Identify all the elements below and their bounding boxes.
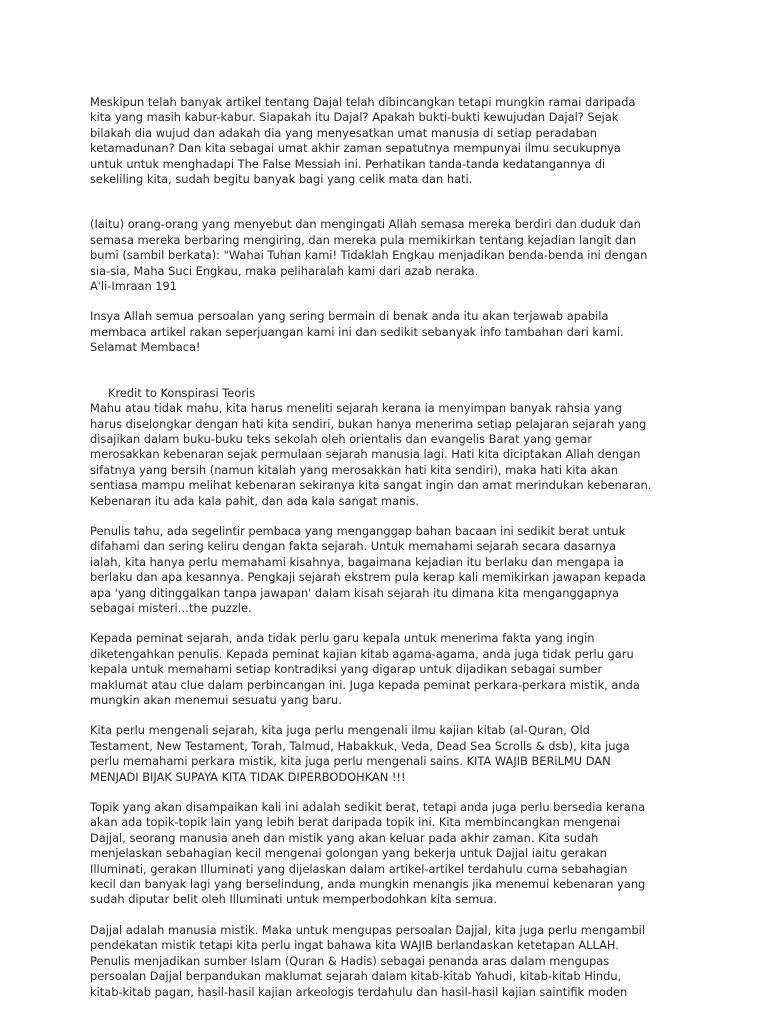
history-paragraph: Mahu atau tidak mahu, kita harus meneliti sejarah kerana ia menyimpan banyak rahsia yang harus diselongkar dengan hati kita sendiri, bukan hanya menerima setiap pelajaran sejarah yang disajikan dalam buku-buku teks sekolah oleh orientalis dan evangelis Barat yang gemar merosakkan kebenaran sejak permulaan sejarah manusia lagi. Hati kita diciptakan Allah dengan sifatnya yang bersih (namun kitalah yang merosakkan hati kita sendiri), maka hati kita akan sentiasa mampu melihat kebenaran sekiranya kita sangat ingin dan amat merindukan kebenaran. Kebenaran itu ada kala pahit, dan ada kala sangat manis.	[90, 401, 652, 508]
reader-note-paragraph: Penulis tahu, ada segelintir pembaca yang menganggap bahan bacaan ini sedikit berat untuk difahami dan sering keliru dengan fakta sejarah. Untuk memahami sejarah secara dasarnya ialah, kita hanya perlu memahami kisahnya, bagaimana kejadian itu berlaku dan mengapa ia berlaku dan apa kesannya. Pengkaji sejarah ekstrem pula kerap kali memikirkan jawapan kepada apa 'yang ditinggalkan tanpa jawapan' dalam kisah sejarah itu dimana kita menganggapnya sebagai misteri…the puzzle.	[90, 523, 646, 615]
welcome-paragraph: Insya Allah semua persoalan yang sering bermain di benak anda itu akan terjawab apabila membaca artikel rakan seperjuangan kami ini dan sedikit sebanyak info tambahan dari kami. Selamat Membaca!	[90, 309, 624, 355]
document-page	[90, 95, 680, 1000]
credit-line: Kredit to Konspirasi Teoris	[108, 385, 256, 400]
quran-verse-paragraph: (Iaitu) orang-orang yang menyebut dan mengingati Allah semasa mereka berdiri dan duduk dan semasa mereka berbaring mengiring, dan mereka pula memikirkan tentang kejadian langit dan bumi (sambil berkata): "Wahai Tuhan kami! Tidaklah Engkau menjadikan benda-benda ini dengan sia-sia, Maha Suci Engkau, maka peliharalah kami dari azab neraka. A'li-Imraan 191	[90, 217, 648, 294]
topic-paragraph: Topik yang akan disampaikan kali ini adalah sedikit berat, tetapi anda juga perlu bersedia kerana akan ada topik-topik lain yang lebih berat daripada topik ini. Kita membincangkan mengenai Dajjal, seorang manusia aneh dan mistik yang akan keluar pada akhir zaman. Kita sudah menjelaskan sebahagian kecil mengenai golongan yang bekerja untuk Dajjal iaitu gerakan Illuminati, gerakan Illuminati yang dijelaskan dalam artikel-artikel terdahulu cuma sebahagian kecil dan banyak lagi yang berselindung, anda mungkin menangis jika menemui kebenaran yang sudah diputar belit oleh Illuminati untuk memperbodohkan kita semua.	[90, 800, 646, 907]
knowledge-paragraph: Kita perlu mengenali sejarah, kita juga perlu mengenali ilmu kajian kitab (al-Quran, Old Testament, New Testament, Torah, Talmud, Habakkuk, Veda, Dead Sea Scrolls & dsb), kita juga perlu memahami perkara mistik, kita juga perlu mengenali sains. KITA WAJIB BERiLMU DAN MENJADI BIJAK SUPAYA KITA TIDAK DIPERBODOHKAN !!!	[90, 723, 630, 784]
intro-paragraph: Meskipun telah banyak artikel tentang Dajal telah dibincangkan tetapi mungkin ramai daripada kita yang masih kabur-kabur. Siapakah itu Dajal? Apakah bukti-bukti kewujudan Dajal? Sejak bilakah dia wujud dan adakah dia yang menyesatkan umat manusia di setiap peradaban ketamadunan? Dan kita sebagai umat akhir zaman sepatutnya mempunyai ilmu secukupnya untuk untuk menghadapi The False Messiah ini. Perhatikan tanda-tanda kedatangannya di sekeliling kita, sudah begitu banyak bagi yang celik mata dan hati.	[90, 95, 636, 187]
dajjal-paragraph: Dajjal adalah manusia mistik. Maka untuk mengupas persoalan Dajjal, kita juga perlu mengambil pendekatan mistik tetapi kita perlu ingat bahawa kita WAJIB berlandaskan ketetapan ALLAH. Penulis menjadikan sumber Islam (Quran & Hadis) sebagai penanda aras dalam mengupas persoalan Dajjal berpandukan maklumat sejarah dalam kitab-kitab Yahudi, kitab-kitab Hindu, kitab-kitab pagan, hasil-hasil kajian arkeologis terdahulu dan hasil-hasil kajian saintifik moden	[90, 922, 645, 999]
audience-paragraph: Kepada peminat sejarah, anda tidak perlu garu kepala untuk menerima fakta yang ingin diketengahkan penulis. Kepada peminat kajian kitab agama-agama, anda juga tidak perlu garu kepala untuk memahami setiap kontradiksi yang digarap untuk dijadikan sebagai sumber maklumat atau clue dalam perbincangan ini. Juga kepada peminat perkara-perkara mistik, anda mungkin akan menemui sesuatu yang baru.	[90, 631, 640, 707]
